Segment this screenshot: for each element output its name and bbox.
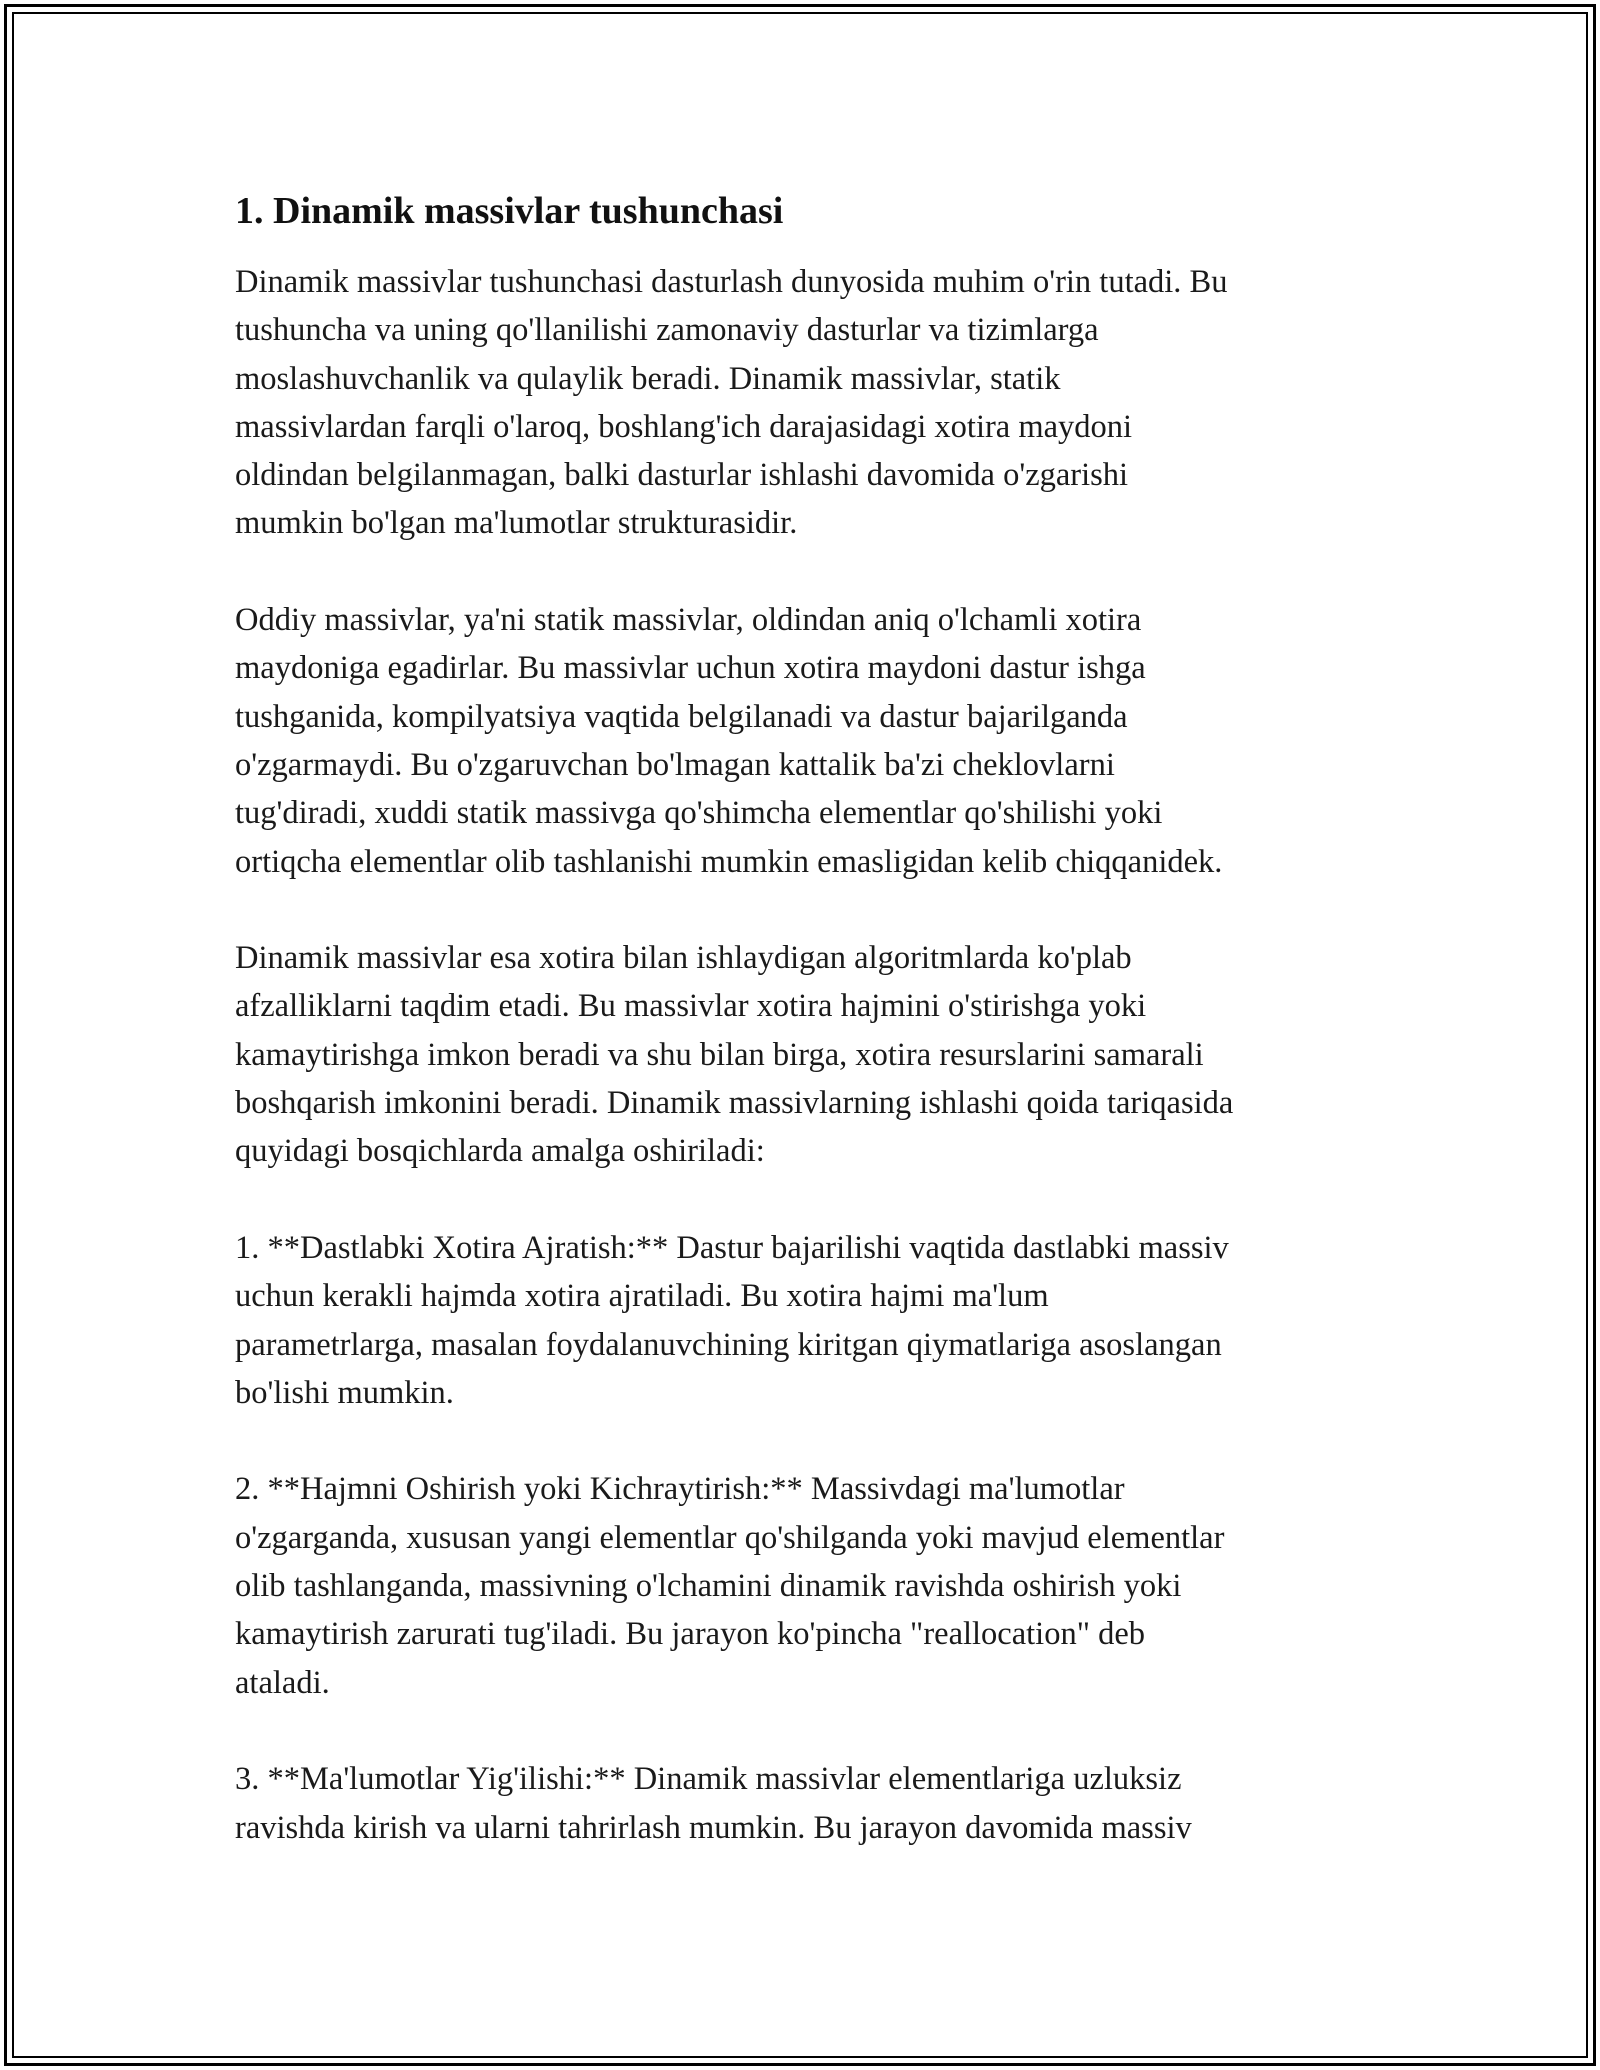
text-line: parametrlarga, masalan foydalanuvchining kiritgan qiymatlariga asoslangan bbox=[235, 1326, 1222, 1363]
text-line: quyidagi bosqichlarda amalga oshiriladi: bbox=[235, 1133, 765, 1170]
text-line: boshqarish imkonini beradi. Dinamik massivlarning ishlashi qoida tariqasida bbox=[235, 1085, 1234, 1122]
text-line: ortiqcha elementlar olib tashlanishi mumkin emasligidan kelib chiqqanidek. bbox=[235, 843, 1223, 880]
section-heading: 1. Dinamik massivlar tushunchasi bbox=[235, 190, 784, 232]
document-body bbox=[235, 186, 1365, 1900]
text-line: afzalliklarni taqdim etadi. Bu massivlar xotira hajmini o'stirishga yoki bbox=[235, 988, 1147, 1025]
paragraph-dynamic-advantages bbox=[235, 934, 1365, 1175]
text-line: ataladi. bbox=[235, 1664, 330, 1701]
text-line: tug'diradi, xuddi statik massivga qo'shimcha elementlar qo'shilishi yoki bbox=[235, 795, 1163, 832]
text-line: mumkin bo'lgan ma'lumotlar strukturasidir. bbox=[235, 505, 798, 542]
text-line: massivlardan farqli o'laroq, boshlang'ich darajasidagi xotira maydoni bbox=[235, 408, 1133, 445]
text-line: Oddiy massivlar, ya'ni statik massivlar, oldindan aniq o'lchamli xotira bbox=[235, 602, 1142, 639]
text-line: maydoniga egadirlar. Bu massivlar uchun xotira maydoni dastur ishga bbox=[235, 650, 1146, 687]
list-item-initial-allocation bbox=[235, 1224, 1365, 1417]
text-line: oldindan belgilanmagan, balki dasturlar ishlashi davomida o'zgarishi bbox=[235, 457, 1129, 494]
list-item-data-collection bbox=[235, 1755, 1365, 1852]
text-line: olib tashlanganda, massivning o'lchamini dinamik ravishda oshirish yoki bbox=[235, 1568, 1182, 1605]
paragraph-intro bbox=[235, 258, 1365, 548]
text-line: bo'lishi mumkin. bbox=[235, 1374, 454, 1411]
text-line: 2. **Hajmni Oshirish yoki Kichraytirish:** Massivdagi ma'lumotlar bbox=[235, 1471, 1125, 1508]
text-line: Dinamik massivlar tushunchasi dasturlash dunyosida muhim o'rin tutadi. Bu bbox=[235, 264, 1228, 300]
text-line: uchun kerakli hajmda xotira ajratiladi. Bu xotira hajmi ma'lum bbox=[235, 1278, 1049, 1315]
list-item-resize bbox=[235, 1465, 1365, 1706]
text-line: 3. **Ma'lumotlar Yig'ilishi:** Dinamik massivlar elementlariga uzluksiz bbox=[235, 1761, 1182, 1798]
text-line: o'zgarmaydi. Bu o'zgaruvchan bo'lmagan kattalik ba'zi cheklovlarni bbox=[235, 746, 1115, 783]
text-line: 1. **Dastlabki Xotira Ajratish:** Dastur bajarilishi vaqtida dastlabki massiv bbox=[235, 1229, 1229, 1266]
text-line: tushganida, kompilyatsiya vaqtida belgilanadi va dastur bajarilganda bbox=[235, 698, 1128, 735]
paragraph-static-arrays bbox=[235, 596, 1365, 886]
text-line: o'zgarganda, xususan yangi elementlar qo'shilganda yoki mavjud elementlar bbox=[235, 1519, 1225, 1556]
text-line: kamaytirishga imkon beradi va shu bilan birga, xotira resurslarini samarali bbox=[235, 1036, 1204, 1073]
text-line: ravishda kirish va ularni tahrirlash mumkin. Bu jarayon davomida massiv bbox=[235, 1809, 1192, 1846]
text-line: tushuncha va uning qo'llanilishi zamonaviy dasturlar va tizimlarga bbox=[235, 312, 1099, 349]
text-line: moslashuvchanlik va qulaylik beradi. Dinamik massivlar, statik bbox=[235, 360, 1061, 397]
text-line: kamaytirish zarurati tug'iladi. Bu jarayon ko'pincha "reallocation" deb bbox=[235, 1616, 1146, 1653]
text-line: Dinamik massivlar esa xotira bilan ishlaydigan algoritmlarda ko'plab bbox=[235, 940, 1132, 977]
